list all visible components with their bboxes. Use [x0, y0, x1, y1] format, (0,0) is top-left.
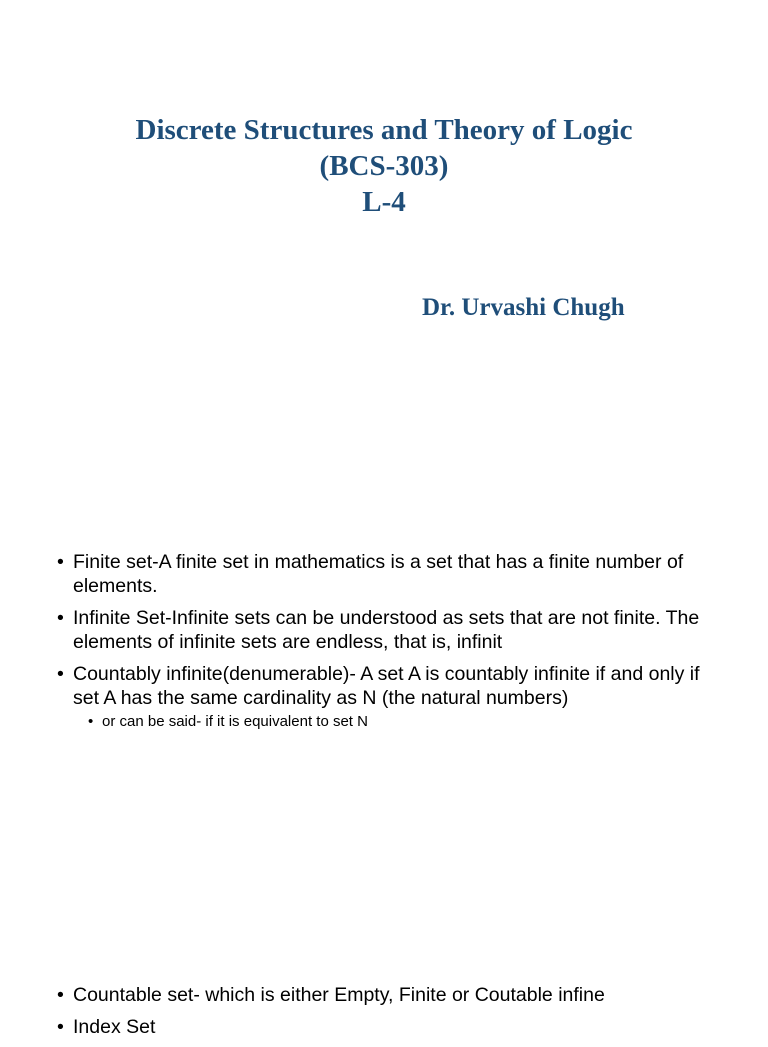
title-line-course: Discrete Structures and Theory of Logic — [135, 114, 633, 146]
sub-bullet-equivalent: • or can be said- if it is equivalent to set N — [56, 712, 716, 732]
bullet-countable-set: • Countable set- which is either Empty, Finite or Coutable infine — [56, 983, 716, 1007]
bullet-finite-set: • Finite set-A finite set in mathematics is a set that has a finite number of elements. — [56, 550, 716, 598]
slide-title-block — [0, 112, 768, 220]
slide-title — [0, 0, 768, 512]
title-line-code: (BCS-303) — [319, 150, 449, 182]
bullet-list — [56, 550, 716, 740]
author-name: Dr. Urvashi Chugh — [422, 294, 625, 321]
title-line-lecture: L-4 — [362, 186, 406, 218]
bullet-countably-infinite: • Countably infinite(denumerable)- A set A is countably infinite if and only if set A has the same cardinality as N (the natural numbers) — [56, 662, 716, 710]
bullet-index-set: • Index Set — [56, 1015, 716, 1039]
bullet-list-next-slide — [56, 983, 716, 1047]
slide-sets — [0, 512, 768, 1038]
bullet-infinite-set: • Infinite Set-Infinite sets can be understood as sets that are not finite. The elements of infinite sets are endless, that is, infinit — [56, 606, 716, 654]
